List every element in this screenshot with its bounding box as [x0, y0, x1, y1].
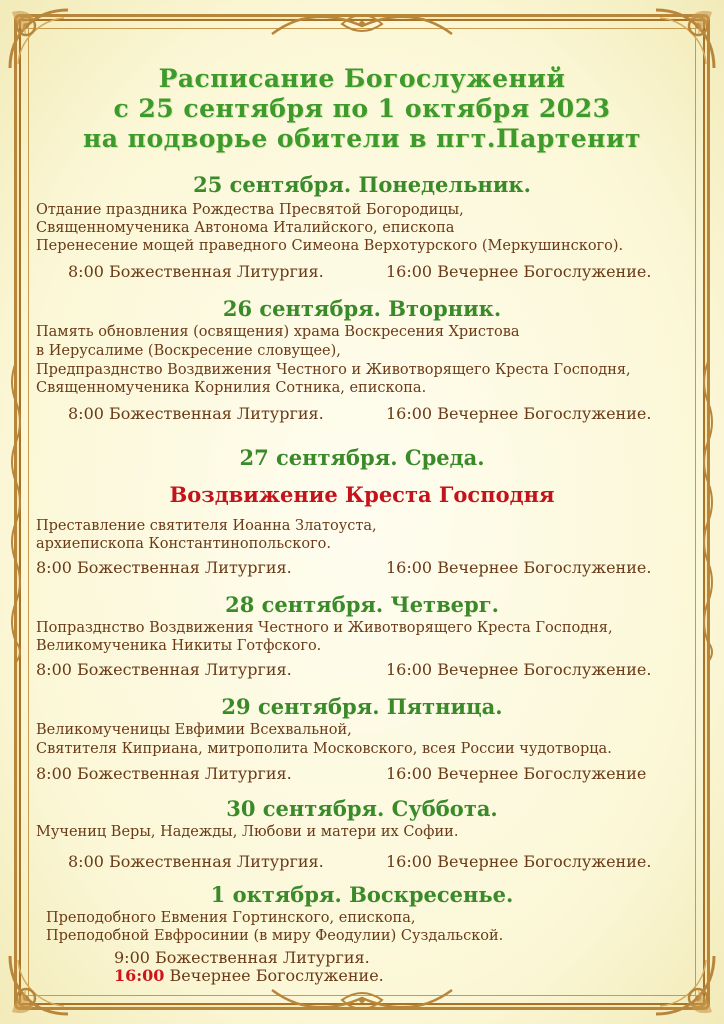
commemoration-line: Отдание праздника Рождества Пресвятой Богородицы, [36, 202, 464, 218]
commemoration-line: Мучениц Веры, Надежды, Любови и матери их Софии. [36, 824, 459, 840]
commemoration-line: в Иерусалиме (Воскресение словущее), [36, 343, 341, 359]
commemoration-line: Преподобной Евфросинии (в миру Феодулии) Суздальской. [46, 928, 504, 944]
liturgy-time: 8:00 Божественная Литургия. [36, 558, 292, 577]
commemoration-line: Священномученика Автонома Италийского, епископа [36, 220, 455, 236]
vespers-time: 16:00 Вечернее Богослужение. [386, 852, 652, 871]
commemoration-line: Святителя Киприана, митрополита Московского, всея России чудотворца. [36, 741, 612, 757]
feast-title: Воздвижение Креста Господня [169, 482, 555, 507]
commemoration-line: Перенесение мощей праведного Симеона Верхотурского (Меркушинского). [36, 238, 624, 254]
vespers-line [114, 966, 384, 985]
day-heading: 28 сентября. Четверг. [225, 592, 499, 617]
page-title-line3: на подворье обители в пгт.Партенит [82, 124, 641, 153]
liturgy-time: 8:00 Божественная Литургия. [68, 852, 324, 871]
day-heading: 1 октября. Воскресенье. [210, 882, 514, 907]
vespers-time: 16:00 Вечернее Богослужение [386, 764, 647, 783]
commemoration-line: архиепископа Константинопольского. [36, 536, 332, 552]
day-heading: 27 сентября. Среда. [239, 445, 485, 470]
commemoration-line: Преподобного Евмения Гортинского, епископа, [46, 910, 416, 926]
day-heading: 26 сентября. Вторник. [222, 296, 502, 321]
page-title-line1: Расписание Богослужений [158, 64, 566, 93]
liturgy-time: 8:00 Божественная Литургия. [68, 404, 324, 423]
liturgy-time: 8:00 Божественная Литургия. [36, 764, 292, 783]
vespers-time-highlight: 16:00 [114, 966, 165, 985]
commemoration-line: Великомученицы Евфимии Всехвальной, [36, 722, 352, 738]
page-title-line2: с 25 сентября по 1 октября 2023 [113, 94, 611, 123]
vespers-time: 16:00 Вечернее Богослужение. [386, 558, 652, 577]
liturgy-time: 8:00 Божественная Литургия. [68, 262, 324, 281]
commemoration-line: Память обновления (освящения) храма Воскресения Христова [36, 324, 520, 340]
commemoration-line: Преставление святителя Иоанна Златоуста, [36, 518, 377, 534]
commemoration-line: Великомученика Никиты Готфского. [36, 638, 322, 654]
vespers-time: 16:00 Вечернее Богослужение. [386, 404, 652, 423]
vespers-label: Вечернее Богослужение. [164, 966, 384, 985]
vespers-time: 16:00 Вечернее Богослужение. [386, 660, 652, 679]
day-heading: 29 сентября. Пятница. [221, 694, 503, 719]
liturgy-time: 9:00 Божественная Литургия. [114, 948, 370, 967]
commemoration-line: Предпразднство Воздвижения Честного и Животворящего Креста Господня, [36, 362, 631, 378]
day-heading: 30 сентября. Суббота. [226, 796, 498, 821]
day-heading: 25 сентября. Понедельник. [193, 172, 531, 197]
commemoration-line: Священномученика Корнилия Сотника, епископа. [36, 380, 427, 396]
commemoration-line: Попразднство Воздвижения Честного и Животворящего Креста Господня, [36, 620, 613, 636]
liturgy-time: 8:00 Божественная Литургия. [36, 660, 292, 679]
vespers-time: 16:00 Вечернее Богослужение. [386, 262, 652, 281]
